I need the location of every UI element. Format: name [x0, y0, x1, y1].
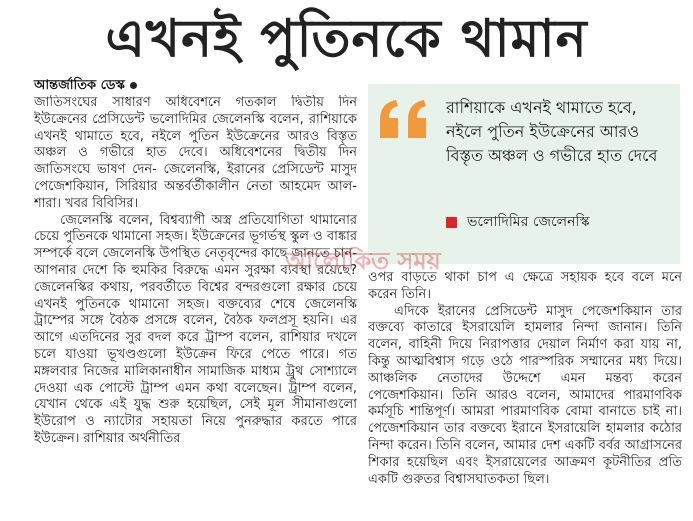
pull-quote-box: [368, 84, 680, 264]
dateline: [34, 78, 137, 94]
article-column-left: [34, 95, 357, 515]
article-paragraph: জাতিসংঘের সাধারণ অধিবেশনে গতকাল দ্বিতীয় দিন ইউক্রেনের প্রেসিডেন্ট ভলোদিমির জেলেনস্কি বলেন, রাশিয়াকে এখনই থামাতে হবে, নইলে পুতিন ইউক্রেনের আরও বিস্তৃত অঞ্চল ও গভীরে হাত দেবে। অধিবেশনের দ্বিতীয় দিন জাতিসংঘে ভাষণ দেন- জেলেনস্কি, ইরানের প্রেসিডেন্ট মাসুদ পেজেশকিয়ান, সিরিয়ার অন্তর্বর্তীকালীন নেতা আহমেদ আল-শারা। খবর বিবিসির।: [34, 95, 357, 211]
pull-quote-attribution: [446, 212, 590, 232]
article-paragraph: ওপর বাড়তে থাকা চাপ এ ক্ষেত্রে সহায়ক হবে বলে মনে করেন তিনি।: [368, 270, 682, 302]
article-column-right: [368, 270, 682, 516]
red-square-marker-icon: [446, 217, 457, 228]
watermark-logo: আলোকিত সময়: [285, 247, 441, 275]
headline: এখনই পুতিনকে থামান: [105, 9, 588, 69]
article-paragraph: এদিকে ইরানের প্রেসিডেন্ট মাসুদ পেজেশকিয়ান তার বক্তব্যে কাতারে ইসরায়েলি হামলার নিন্দা জানান। তিনি বলেন, বাহিনী দিয়ে নিরাপত্তার দেয়াল নির্মাণ করা যায় না, কিন্তু আত্মবিশ্বাস গড়ে ওঠে পারস্পরিক সম্মানের মধ্য দিয়ে। আঞ্চলিক নেতাদের উদ্দেশে এমন মন্তব্য করেন পেজেশকিয়ান। তিনি আরও বলেন, আমাদের পারমাণবিক কর্মসূচি শান্তিপূর্ণ। আমরা পারমাণবিক বোমা বানাতে চাই না। পেজেশকিয়ান তার বক্তব্যে ইরানে ইসরায়েলি হামলার কঠোর নিন্দা করেন। তিনি বলেন, আমার দেশ একটি বর্বর আগ্রাসনের শিকার হয়েছিল এবং ইসরায়েলের আক্রমণ কূটনীতির প্রতি একটি গুরুতর বিশ্বাসঘাতকতা ছিল।: [368, 303, 682, 487]
quote-marks-icon: [376, 98, 432, 142]
dateline-text: আন্তর্জাতিক ডেস্ক: [34, 78, 125, 93]
pull-quote-author: ভলোদিমির জেলেনস্কি: [467, 214, 590, 230]
pull-quote-text: রাশিয়াকে এখনই থামাতে হবে, নইলে পুতিন ইউক্রেনের আরও বিস্তৃত অঞ্চল ও গভীরে হাত দেবে: [446, 98, 658, 165]
article-paragraph: জেলেনস্কি বলেন, বিশ্বব্যাপী অস্ত্র প্রতিযোগিতা থামানোর চেয়ে পুতিনকে থামানো সহজ। ইউক্রেনের ভূগর্ভস্থ স্কুল ও বাঙ্কার সম্পর্কে বলে জেলেনস্কি উপস্থিত নেতৃবৃন্দের কাছে জানতে চান- আপনার দেশে কি হুমকির বিরুদ্ধে এমন সুরক্ষা ব্যবস্থা রয়েছে? জেলেনস্কির কথায়, পরবর্তীতে বিশ্বের বন্দরগুলো রক্ষার চেয়ে এখনই পুতিনকে থামানো সহজ। বক্তব্যের শেষে জেলেনস্কি ট্রাম্পের সঙ্গে বৈঠক প্রসঙ্গে বলেন, বৈঠক ফলপ্রসূ হয়নি। এর আগে এতদিনের সুর বদল করে ট্রাম্প বলেন, রাশিয়ার দখলে চলে যাওয়া ভূখণ্ডগুলো ইউক্রেন ফিরে পেতে পারে। গত মঙ্গলবার নিজের মালিকানাধীন সামাজিক মাধ্যম ট্রুথ সোশ্যালে দেওয়া এক পোস্টে ট্রাম্প এমন কথা বলেছেন। ট্রাম্প বলেন, যেখান থেকে এই যুদ্ধ শুরু হয়েছিল, সেই মূল সীমানাগুলো ইউরোপ ও ন্যাটোর সহায়তা নিয়ে পুনরুদ্ধার করতে পারে ইউক্রেন। রাশিয়ার অর্থনীতির: [34, 212, 357, 446]
bullet-dot-icon: [130, 82, 137, 89]
